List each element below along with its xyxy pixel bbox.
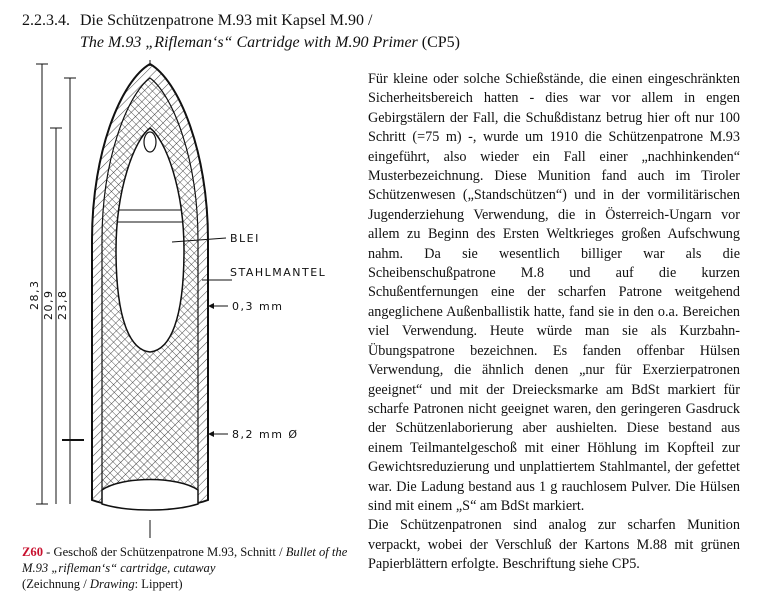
section-heading — [22, 10, 460, 54]
dim-label-238: 23,8 — [56, 289, 69, 320]
heading-line-1 — [22, 10, 460, 32]
heading-line-2 — [22, 32, 460, 54]
caption-text-de: - Geschoß der Schützenpatrone M.93, Schnitt / — [43, 545, 283, 559]
dim-label-209: 20,9 — [42, 289, 55, 320]
body-paragraph-1: Für kleine oder solche Schießstände, die einen eingeschränkten Sicherheitsbereich hatten - dies war vor allem in engen Gebirgstälern der Fall, die Schußdistanz betrug hier oft nur 100 Schritt (=75 m) -, wurde um 1910 die Schützenpatrone M.93 eingeführt, also wieder ein Fall einer „nachhinkenden“ Musterbezeichnung. Diese Munition fand auch im Tiroler Schützenwesen („Standschützen“) und in der vormilitärischen Jugenderziehung Verwendung, die in Österreich-Ungarn vor allem zu Beginn des Ersten Weltkrieges großen Aufschwung nahm. Da sie wesentlich billiger war als die Scheibenschußpatrone M.8 und auf die kurzen Schußentfernungen eine der scharfen Patrone weitgehend angeglichene Außenballistik hatte, fand sie in den o.a. Bereichen viel Verwendung. Heute würde man sie als Kurzbahn-Übungspatrone bezeichnen. Es fanden offenbar Hülsen Verwendung, die ähnlich denen „nur für Exerzierpatronen geeignet“ und mit der Dreiecksmarke am BdSt markiert für scharfe Patronen nicht geeignet waren, den geringeren Gasdruck der Schützenlaborierung aber aushielten. Diese bestand aus einem Teilmantelgeschoß mit einer Höhlung im Kopfteil zur Gewichtsreduzierung und unplattiertem Stahlmantel, der gefettet war. Die Ladung bestand aus 1 g rauchlosem Pulver. Die Hülsen sind mit einem „S“ am BdSt markiert. — [368, 71, 740, 514]
label-thickness: 0,3 mm — [232, 300, 284, 313]
heading-title-en: The M.93 „Rifleman‘s“ Cartridge with M.90 Primer — [80, 34, 418, 51]
caption-credit-en: Drawing — [89, 577, 135, 591]
caption-credit-pre: (Zeichnung / — [22, 577, 90, 591]
dim-label-overall: 28,3 — [28, 279, 41, 310]
label-blei: BLEI — [230, 232, 260, 245]
heading-code: (CP5) — [421, 34, 461, 51]
caption-code: Z60 — [22, 545, 43, 559]
body-paragraph-2: Die Schützenpatronen sind analog zur scharfen Munition verpackt, wobei der Verschluß der Kartons M.88 mit grünen Papierblättern erfolgte. Beschriftung siehe CP5. — [368, 517, 740, 573]
label-stahlmantel: STAHLMANTEL — [230, 266, 327, 279]
section-number: 2.2.3.4. — [22, 12, 70, 29]
body-text — [368, 70, 740, 575]
bullet-cutaway-figure — [22, 60, 352, 540]
caption-credit-post: : Lippert) — [134, 577, 183, 591]
heading-title-de: Die Schützenpatrone M.93 mit Kapsel M.90 / — [80, 12, 373, 29]
bullet-drawing — [22, 60, 352, 540]
label-diameter: 8,2 mm Ø — [232, 428, 299, 441]
bullet-base — [102, 480, 198, 511]
cavity-tip — [144, 132, 156, 152]
figure-caption — [22, 544, 362, 592]
caption-text-en: Bullet of the M.93 „rifleman‘s“ cartridge, cutaway — [22, 545, 348, 575]
